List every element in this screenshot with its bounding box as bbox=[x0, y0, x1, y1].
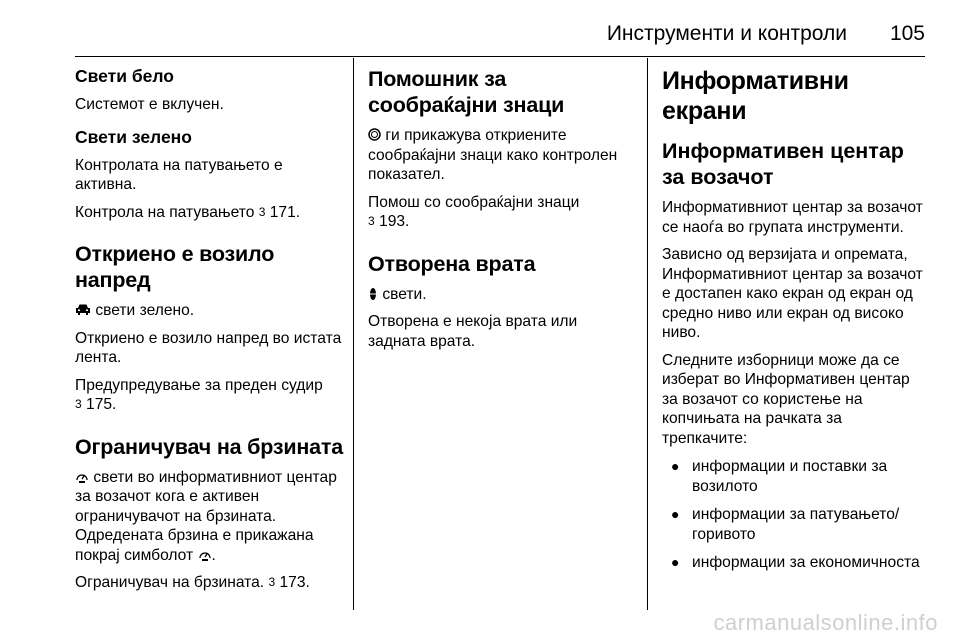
status-text: свети зелено. bbox=[95, 302, 195, 319]
section-heading-traffic-sign: Помошник за сообраќајни знаци bbox=[368, 67, 565, 117]
paragraph bbox=[368, 126, 638, 185]
description-text: свети во информативниот центар за возачот кога е активен ограничувачот на брзината. Одредената брзина е прикажана покрај симболот bbox=[75, 468, 337, 564]
reference-text: Помош со сообраќајни знаци bbox=[368, 193, 580, 211]
paragraph: Отворена е некоја врата или задната врата. bbox=[368, 313, 578, 350]
paragraph bbox=[368, 193, 638, 233]
page-ref-arrow-icon: 3 bbox=[268, 575, 276, 589]
page-ref[interactable]: 175. bbox=[86, 396, 117, 413]
section-heading-vehicle-ahead: Откриено е возило напред bbox=[75, 242, 275, 292]
menu-list bbox=[662, 457, 927, 573]
list-item-text: информации за патувањето/ горивото bbox=[692, 506, 900, 543]
paragraph bbox=[368, 285, 638, 305]
section-heading-speed-limiter: Ограничувач на брзината bbox=[75, 434, 344, 459]
column-1 bbox=[75, 66, 345, 594]
list-item-text: информации за економичноста bbox=[692, 554, 920, 571]
bullet-icon: ● bbox=[671, 554, 680, 570]
open-door-icon bbox=[368, 287, 378, 301]
chapter-heading: Информативни екрани bbox=[662, 67, 849, 125]
paragraph: Зависно од верзијата и опремата, Информативниот центар за возачот е достапен како екран од екран од средно ниво или екран од високо ниво. bbox=[662, 246, 923, 341]
speed-limiter-icon bbox=[198, 548, 212, 562]
paragraph: свети во информативниот центар за возачот кога е активен ограничувачот на брзината. Одредената брзина е прикажана покрај симболот . bbox=[75, 468, 337, 564]
page-ref[interactable]: 171. bbox=[269, 203, 301, 221]
section-heading-open-door: Отворена врата bbox=[368, 251, 536, 276]
section-heading-white: Свети бело bbox=[75, 66, 174, 86]
header-title: Инструменти и контроли bbox=[606, 22, 847, 45]
list-item bbox=[662, 457, 927, 496]
section-heading-driver-info-center: Информативен центар за возачот bbox=[662, 139, 904, 189]
paragraph: Откриено е возило напред во истата лента. bbox=[75, 329, 342, 366]
bullet-icon: ● bbox=[671, 458, 680, 474]
paragraph bbox=[75, 301, 345, 321]
list-item bbox=[662, 553, 927, 573]
description-text: ги прикажува откриените сообраќајни знаци како контролен показател. bbox=[368, 127, 618, 183]
paragraph bbox=[75, 203, 345, 224]
page-ref-arrow-icon: 3 bbox=[368, 214, 375, 228]
column-divider-1 bbox=[353, 58, 354, 610]
paragraph: Следните изборници може да се изберат во Информативен центар за возачот со користење на копчињата на рачката за трепкачите: bbox=[662, 351, 910, 447]
paragraph: Системот е вклучен. bbox=[75, 96, 224, 113]
paragraph bbox=[75, 376, 345, 416]
column-3 bbox=[662, 66, 927, 573]
watermark: carmanualsonline.info bbox=[713, 610, 938, 635]
car-front-icon bbox=[75, 303, 91, 316]
paragraph: Контролата на патувањето е активна. bbox=[75, 156, 283, 193]
page-ref[interactable]: 193. bbox=[379, 213, 410, 230]
list-item bbox=[662, 505, 927, 544]
paragraph bbox=[75, 573, 345, 594]
page-ref-arrow-icon: 3 bbox=[258, 204, 266, 219]
traffic-sign-icon bbox=[368, 128, 381, 141]
status-text: свети. bbox=[382, 285, 427, 303]
page-header bbox=[75, 20, 925, 57]
reference-text: Контрола на патувањето bbox=[75, 203, 255, 221]
column-2 bbox=[368, 66, 638, 351]
reference-text: Предупредување за преден судир bbox=[75, 376, 323, 394]
page-number: 105 bbox=[889, 22, 925, 45]
bullet-icon: ● bbox=[671, 506, 680, 522]
section-heading-green: Свети зелено bbox=[75, 126, 192, 147]
page-ref-arrow-icon: 3 bbox=[75, 397, 82, 411]
speed-limiter-icon bbox=[75, 470, 89, 484]
page-ref[interactable]: 173. bbox=[279, 574, 310, 591]
list-item-text: информации и поставки за возилото bbox=[692, 458, 888, 495]
reference-text: Ограничувач на брзината. bbox=[75, 574, 265, 591]
paragraph: Информативниот центар за возачот се наоѓа во групата инструменти. bbox=[662, 199, 923, 236]
column-divider-2 bbox=[647, 58, 648, 610]
